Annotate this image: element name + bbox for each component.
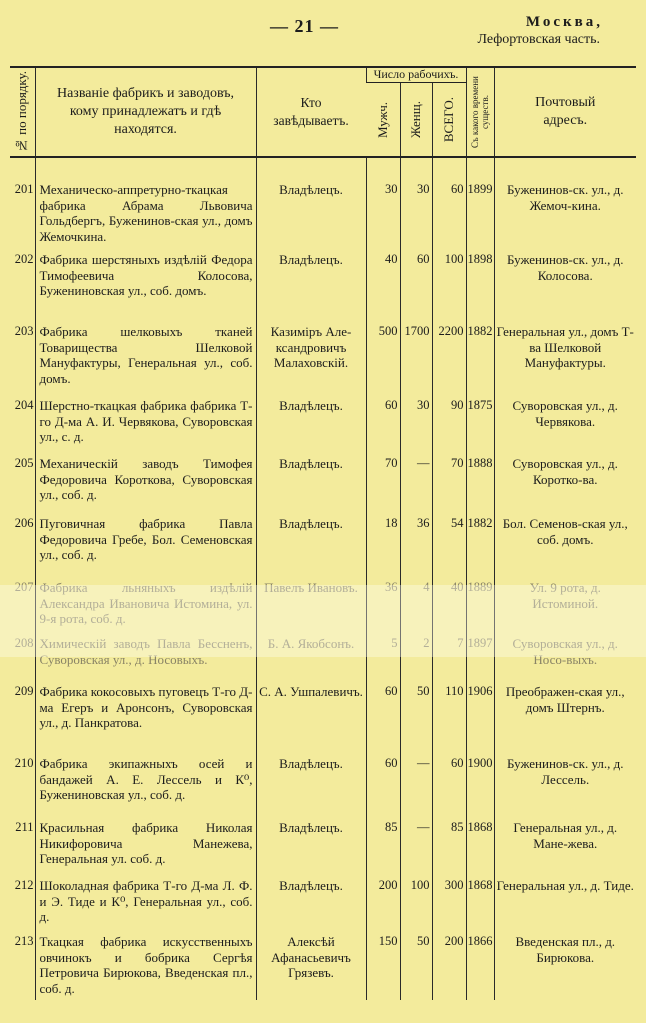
- cell-women: 30: [400, 398, 432, 456]
- col-header-name: Названіе фабрикъ и заводовъ, кому принадлежатъ и гдѣ находятся.: [35, 67, 256, 157]
- cell-no: 213: [14, 934, 34, 948]
- cell-women: —: [400, 756, 432, 820]
- city-heading: Москва,: [525, 14, 603, 30]
- table-row: [10, 456, 636, 516]
- cell-manager: Павелъ Ивановъ.: [256, 580, 366, 636]
- cell-year: 1882: [466, 324, 494, 398]
- cell-men: 36: [366, 580, 400, 636]
- cell-address: Буженинов-ск. ул., д. Жемоч-кина.: [494, 157, 636, 252]
- cell-year: 1875: [466, 398, 494, 456]
- cell-total: 60: [432, 756, 466, 820]
- cell-manager: Владѣлецъ.: [256, 456, 366, 516]
- cell-name: Шоколадная фабрика Т-го Д-ма Л. Ф. и Э. Тиде и К⁰, Генеральная ул., соб. д.: [35, 878, 256, 934]
- col-header-women: Женщ.: [400, 83, 432, 157]
- cell-men: 18: [366, 516, 400, 580]
- cell-manager: Владѣлецъ.: [256, 398, 366, 456]
- col-header-total: ВСЕГО.: [432, 83, 466, 157]
- cell-total: 70: [432, 456, 466, 516]
- cell-year: 1882: [466, 516, 494, 580]
- cell-manager: Владѣлецъ.: [256, 516, 366, 580]
- cell-year: 1888: [466, 456, 494, 516]
- cell-year: 1889: [466, 580, 494, 636]
- cell-name: Фабрика шерстяныхъ издѣлій Федора Тимофеевича Колосова, Бужениновская ул., соб. домъ.: [35, 252, 256, 324]
- cell-women: 30: [400, 157, 432, 252]
- cell-manager: Владѣлецъ.: [256, 252, 366, 324]
- cell-name: Фабрика льняныхъ издѣлій Александра Ивановича Истомина, ул. 9-я рота, соб. д.: [35, 580, 256, 636]
- cell-no: 204: [14, 398, 34, 412]
- cell-no: 208: [14, 636, 34, 650]
- cell-total: 54: [432, 516, 466, 580]
- table-body: [10, 157, 636, 1000]
- table-row: [10, 252, 636, 324]
- cell-no: 209: [14, 684, 34, 698]
- table-row: [10, 934, 636, 1000]
- cell-no: 201: [14, 182, 34, 196]
- cell-men: 200: [366, 878, 400, 934]
- col-header-men: Мужч.: [366, 83, 400, 157]
- cell-no: 207: [14, 580, 34, 594]
- cell-women: —: [400, 820, 432, 878]
- cell-year: 1897: [466, 636, 494, 684]
- table-row: [10, 157, 636, 252]
- cell-manager: Владѣлецъ.: [256, 878, 366, 934]
- cell-total: 100: [432, 252, 466, 324]
- cell-manager: Владѣлецъ.: [256, 157, 366, 252]
- cell-address: Генеральная ул., домъ Т-ва Шелковой Мануфактуры.: [494, 324, 636, 398]
- cell-men: 500: [366, 324, 400, 398]
- cell-no: 210: [14, 756, 34, 770]
- cell-name: Фабрика кокосовыхъ пуговецъ Т-го Д-ма Егеръ и Аронсонъ, Суворовская ул., д. Панкратова.: [35, 684, 256, 756]
- cell-total: 40: [432, 580, 466, 636]
- cell-address: Введенская пл., д. Бирюкова.: [494, 934, 636, 1000]
- cell-total: 85: [432, 820, 466, 878]
- cell-women: 100: [400, 878, 432, 934]
- table-row: [10, 878, 636, 934]
- cell-year: 1868: [466, 820, 494, 878]
- table-row: [10, 820, 636, 878]
- cell-name: Механическій заводъ Тимофея Федоровича Короткова, Суворовская ул., соб. д.: [35, 456, 256, 516]
- cell-address: Суворовская ул., д. Червякова.: [494, 398, 636, 456]
- cell-address: Бол. Семенов-ская ул., соб. домъ.: [494, 516, 636, 580]
- cell-year: 1866: [466, 934, 494, 1000]
- cell-total: 90: [432, 398, 466, 456]
- cell-year: 1899: [466, 157, 494, 252]
- cell-address: Суворовская ул., д. Носо-выхъ.: [494, 636, 636, 684]
- cell-manager: Владѣлецъ.: [256, 820, 366, 878]
- district-heading: Лефортовская часть.: [477, 32, 600, 47]
- cell-total: 60: [432, 157, 466, 252]
- cell-total: 300: [432, 878, 466, 934]
- cell-men: 60: [366, 684, 400, 756]
- cell-address: Суворовская ул., д. Коротко-ва.: [494, 456, 636, 516]
- cell-women: 1700: [400, 324, 432, 398]
- cell-women: 2: [400, 636, 432, 684]
- table-row: [10, 580, 636, 636]
- col-header-since: Съ какого времени существ.: [466, 67, 494, 157]
- col-header-workers: Число рабочихъ.: [366, 67, 466, 83]
- cell-manager: Алексѣй Афанасьевичъ Грязевъ.: [256, 934, 366, 1000]
- col-header-address: Почтовый адресъ.: [494, 67, 636, 157]
- cell-men: 70: [366, 456, 400, 516]
- cell-year: 1898: [466, 252, 494, 324]
- cell-no: 202: [14, 252, 34, 266]
- cell-name: Пуговичная фабрика Павла Федоровича Гребе, Бол. Семеновская ул., соб. д.: [35, 516, 256, 580]
- cell-manager: С. А. Ушпалевичъ.: [256, 684, 366, 756]
- cell-address: Генеральная ул., д. Тиде.: [494, 878, 636, 934]
- cell-women: 50: [400, 934, 432, 1000]
- cell-address: Генеральная ул., д. Мане-жева.: [494, 820, 636, 878]
- cell-total: 7: [432, 636, 466, 684]
- table-row: [10, 756, 636, 820]
- col-header-no: № по порядку.: [10, 67, 35, 157]
- cell-name: Красильная фабрика Николая Никифоровича Манежева, Генеральная ул. соб. д.: [35, 820, 256, 878]
- cell-name: Ткацкая фабрика искусственныхъ овчинокъ и бобрика Сергѣя Петровича Бирюкова, Введенская пл., соб. д.: [35, 934, 256, 1000]
- cell-men: 60: [366, 756, 400, 820]
- cell-address: Буженинов-ск. ул., д. Колосова.: [494, 252, 636, 324]
- table-header-row: [10, 67, 636, 83]
- cell-name: Химическій заводъ Павла Бессненъ, Суворовская ул., д. Носовыхъ.: [35, 636, 256, 684]
- cell-manager: Владѣлецъ.: [256, 756, 366, 820]
- cell-year: 1906: [466, 684, 494, 756]
- cell-women: 50: [400, 684, 432, 756]
- cell-men: 150: [366, 934, 400, 1000]
- table-row: [10, 516, 636, 580]
- cell-total: 200: [432, 934, 466, 1000]
- cell-women: 60: [400, 252, 432, 324]
- cell-no: 212: [14, 878, 34, 892]
- cell-men: 40: [366, 252, 400, 324]
- cell-address: Буженинов-ск. ул., д. Лессель.: [494, 756, 636, 820]
- cell-no: 203: [14, 324, 34, 338]
- cell-name: Фабрика шелковыхъ тканей Товарищества Шелковой Мануфактуры, Генеральная ул., соб. домъ.: [35, 324, 256, 398]
- factory-table: [10, 66, 636, 1000]
- cell-address: Ул. 9 рота, д. Истоминой.: [494, 580, 636, 636]
- col-header-manager: Кто завѣдываетъ.: [256, 67, 366, 157]
- table-row: [10, 684, 636, 756]
- cell-men: 60: [366, 398, 400, 456]
- cell-no: 205: [14, 456, 34, 470]
- cell-address: Преображен-ская ул., домъ Штернъ.: [494, 684, 636, 756]
- cell-manager: Казиміръ Але-ксандровичъ Малаховскій.: [256, 324, 366, 398]
- cell-men: 85: [366, 820, 400, 878]
- table-row: [10, 398, 636, 456]
- cell-name: Шерстно-ткацкая фабрика фабрика Т-го Д-ма А. И. Червякова, Суворовская ул., с. д.: [35, 398, 256, 456]
- cell-women: 4: [400, 580, 432, 636]
- cell-total: 110: [432, 684, 466, 756]
- cell-year: 1868: [466, 878, 494, 934]
- cell-manager: Б. А. Якобсонъ.: [256, 636, 366, 684]
- cell-men: 5: [366, 636, 400, 684]
- table-row: [10, 636, 636, 684]
- page-number: — 21 —: [270, 16, 339, 36]
- cell-name: Фабрика экипажныхъ осей и бандажей А. Е. Лессель и К⁰, Бужениновская ул., соб. д.: [35, 756, 256, 820]
- cell-year: 1900: [466, 756, 494, 820]
- cell-women: 36: [400, 516, 432, 580]
- cell-men: 30: [366, 157, 400, 252]
- table-row: [10, 324, 636, 398]
- cell-name: Механическо-аппретурно-ткацкая фабрика Абрама Львовича Гольдбергъ, Буженинов-ская ул., домъ Жемочкина.: [35, 157, 256, 252]
- cell-no: 211: [15, 820, 34, 834]
- cell-no: 206: [14, 516, 34, 530]
- cell-women: —: [400, 456, 432, 516]
- cell-total: 2200: [432, 324, 466, 398]
